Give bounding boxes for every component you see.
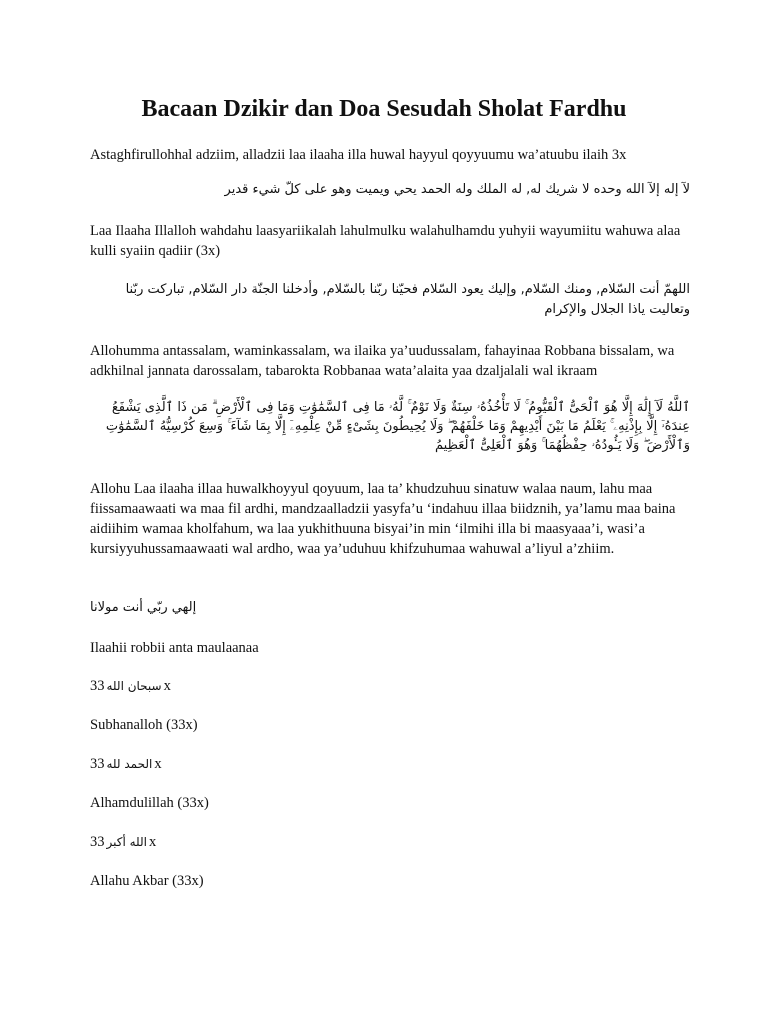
- ilaahii-latin: Ilaahii robbii anta maulaanaa: [90, 640, 259, 656]
- allahumma-antassalam-arabic: اللهمّ أنت السّلام, ومنك السّلام, وإليك يعود السّلام فحيّنا ربّنا بالسّلام, وأدخلنا الجنّة دار السّلام, تباركت ربّنا وتعاليت ياذا الجلال والإكرام: [125, 282, 690, 317]
- tahlil-latin: Laa Ilaaha Illalloh wahdahu laasyariikalah lahulmulku walahulhamdu yuhyii wayumiitu wahuwa alaa kulli syaiin qadiir (3x): [90, 223, 681, 259]
- allahu-akbar-arabic: الله أكبر: [106, 835, 147, 849]
- count-number: 33: [90, 678, 105, 694]
- count-suffix: x: [154, 756, 162, 772]
- subhanallah-arabic: سبحان الله: [106, 679, 162, 693]
- allahumma-antassalam-latin: Allohumma antassalam, waminkassalam, wa ilaika ya’uudussalam, fahayinaa Robbana bissalam, wa adkhilnal jannata darossalam, tabarokta Robbanaa wata’alaita yaa dzaljalali wal ikraam: [90, 343, 675, 379]
- alhamdulillah-arabic: الحمد لله: [106, 757, 153, 771]
- allahu-akbar-count-line: [90, 832, 156, 852]
- ilaahii-arabic: إلهي ربّي أنت مولانا: [90, 600, 197, 615]
- istighfar-latin: Astaghfirullohhal adziim, alladzii laa ilaaha illa huwal hayyul qoyyuumu wa’atuubu ilaih 3x: [90, 147, 627, 163]
- document-title: Bacaan Dzikir dan Doa Sesudah Sholat Fardhu: [141, 96, 627, 122]
- count-suffix: x: [149, 834, 157, 850]
- count-number: 33: [90, 834, 105, 850]
- subhanallah-latin: Subhanalloh (33x): [90, 717, 198, 733]
- allahu-akbar-latin: Allahu Akbar (33x): [90, 873, 204, 889]
- alhamdulillah-latin: Alhamdulillah (33x): [90, 795, 209, 811]
- count-number: 33: [90, 756, 105, 772]
- tahlil-arabic: لآ إله إلآ الله وحده لا شريك له, له الملك وله الحمد يحي ويميت وهو على كلّ شيء قدير: [224, 182, 690, 197]
- ayat-kursi-latin: Allohu Laa ilaaha illaa huwalkhoyyul qoyuum, laa ta’ khudzuhuu sinatuw walaa naum, lahu maa fiissamaawaati wa maa fil ardhi, mandzaalladzii yasyfa’u ‘indahuu illaa biidznih, ya’lamu maa baina aidiihim wamaa kholfahum, wa laa yukhithuuna bisyai’in min ‘ilmihi illa bi maasyaaa’i, wasi’a kursiyyuhussamaawaati wal ardho, waa ya’uduhuu khifzuhumaa wahuwal a’liyul a’zhiim.: [90, 481, 676, 557]
- count-suffix: x: [163, 678, 171, 694]
- alhamdulillah-count-line: [90, 754, 162, 774]
- ayat-kursi-arabic: ٱللَّهُ لَآ إِلَٰهَ إِلَّا هُوَ ٱلْحَىُّ ٱلْقَيُّومُ ۚ لَا تَأْخُذُهُۥ سِنَةٌ وَلَا نَوْمٌ ۚ لَّهُۥ مَا فِى ٱلسَّمَٰوَٰتِ وَمَا فِى ٱلْأَرْضِ ۗ مَن ذَا ٱلَّذِى يَشْفَعُ عِندَهُۥٓ إِلَّا بِإِذْنِهِۦ ۚ يَعْلَمُ مَا بَيْنَ أَيْدِيهِمْ وَمَا خَلْفَهُمْ ۖ وَلَا يُحِيطُونَ بِشَىْءٍ مِّنْ عِلْمِهِۦٓ إِلَّا بِمَا شَآءَ ۚ وَسِعَ كُرْسِيُّهُ ٱلسَّمَٰوَٰتِ وَٱلْأَرْضَ ۖ وَلَا يَـُٔودُهُۥ حِفْظُهُمَا ۚ وَهُوَ ٱلْعَلِىُّ ٱلْعَظِيمُ: [105, 400, 690, 453]
- subhanallah-count-line: [90, 676, 171, 696]
